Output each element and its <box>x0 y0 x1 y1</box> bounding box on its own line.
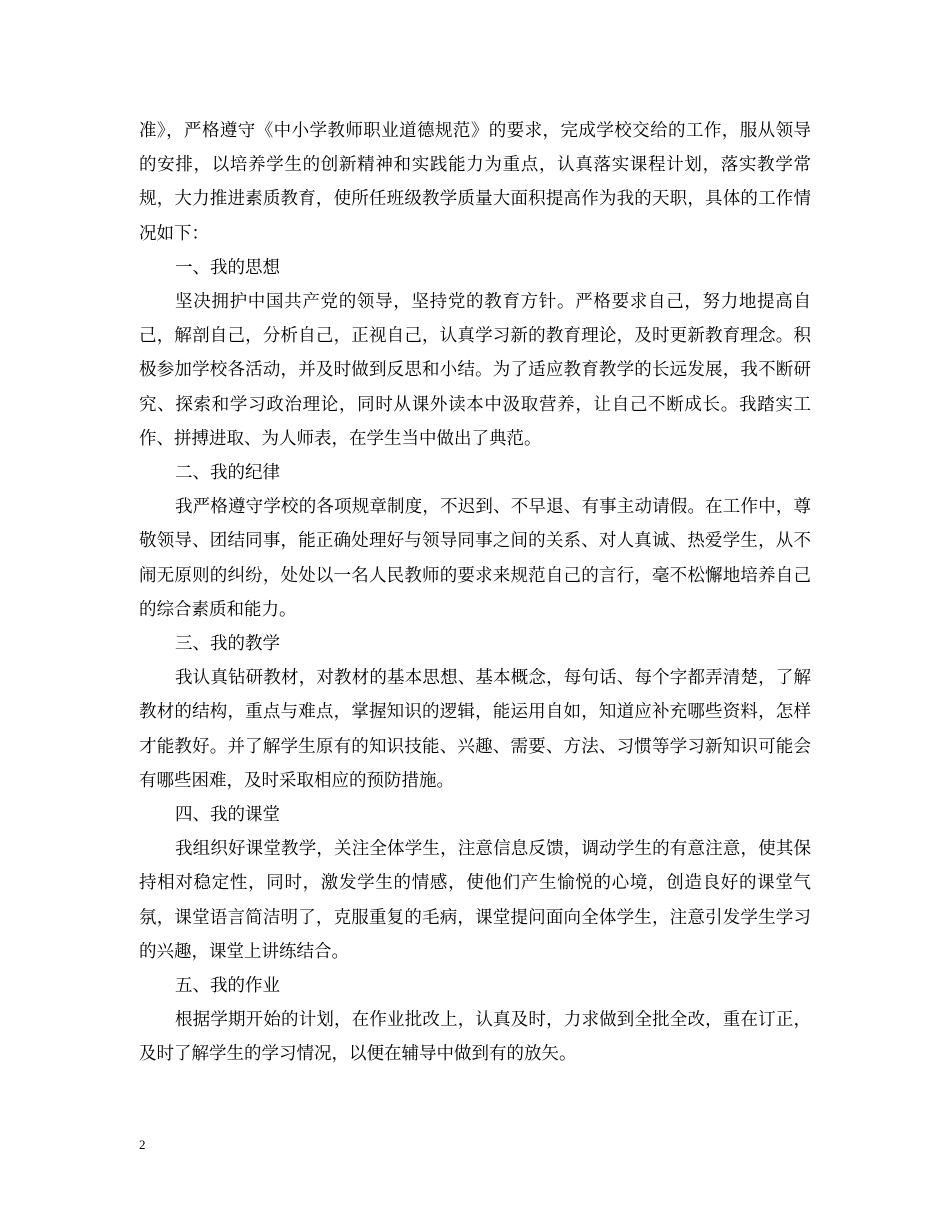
paragraph-homework: 根据学期开始的计划，在作业批改上，认真及时，力求做到全批全改，重在订正，及时了解学生的学习情况，以便在辅导中做到有的放矢。 <box>139 1010 811 1065</box>
section-heading-thought: 一、我的思想 <box>175 257 280 278</box>
section-heading-classroom: 四、我的课堂 <box>175 805 280 826</box>
section-heading-teaching: 三、我的教学 <box>175 634 280 655</box>
section-heading-discipline: 二、我的纪律 <box>175 463 280 484</box>
paragraph-teaching: 我认真钻研教材，对教材的基本思想、基本概念，每句话、每个字都弄清楚，了解教材的结构，重点与难点，掌握知识的逻辑，能运用自如，知道应补充哪些资料，怎样才能教好。并了解学生原有的知识技能、兴趣、需要、方法、习惯等学习新知识可能会有哪些困难，及时采取相应的预防措施。 <box>139 668 811 791</box>
paragraph-discipline: 我严格遵守学校的各项规章制度，不迟到、不早退、有事主动请假。在工作中，尊敬领导、团结同事，能正确处理好与领导同事之间的关系、对人真诚、热爱学生，从不闹无原则的纠纷，处处以一名人民教师的要求来规范自己的言行，毫不松懈地培养自己的综合素质和能力。 <box>139 497 811 620</box>
paragraph-intro-continued: 准》，严格遵守《中小学教师职业道德规范》的要求，完成学校交给的工作，服从领导的安排，以培养学生的创新精神和实践能力为重点，认真落实课程计划，落实教学常规，大力推进素质教育，使所任班级教学质量大面积提高作为我的天职，具体的工作情况如下： <box>139 121 811 244</box>
paragraph-thought: 坚决拥护中国共产党的领导，坚持党的教育方针。严格要求自己，努力地提高自己，解剖自己，分析自己，正视自己，认真学习新的教育理论，及时更新教育理念。积极参加学校各活动，并及时做到反思和小结。为了适应教育教学的长远发展，我不断研究、探索和学习政治理论，同时从课外读本中汲取营养，让自己不断成长。我踏实工作、拼搏进取、为人师表，在学生当中做出了典范。 <box>139 292 811 449</box>
paragraph-classroom: 我组织好课堂教学，关注全体学生，注意信息反馈，调动学生的有意注意，使其保持相对稳定性，同时，激发学生的情感，使他们产生愉悦的心境，创造良好的课堂气氛，课堂语言简洁明了，克服重复的毛病，课堂提问面向全体学生，注意引发学生学习的兴趣，课堂上讲练结合。 <box>139 839 811 962</box>
section-heading-homework: 五、我的作业 <box>175 976 280 997</box>
page-number: 2 <box>139 1137 146 1152</box>
document-body <box>139 114 811 1072</box>
